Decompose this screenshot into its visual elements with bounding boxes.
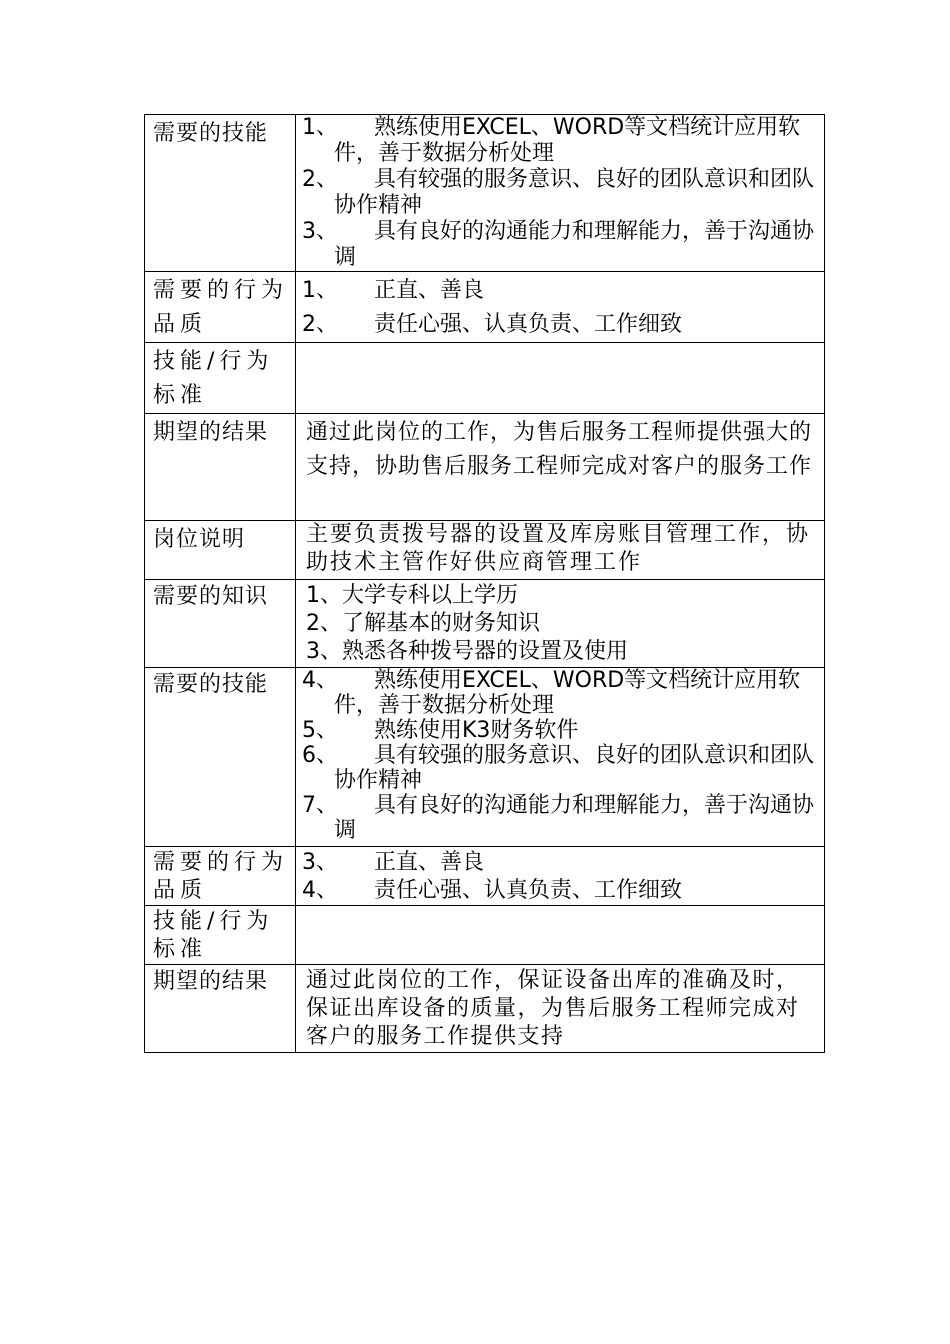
table-row bbox=[145, 272, 825, 343]
skills-list bbox=[296, 668, 824, 843]
item-number: 3、 bbox=[302, 850, 338, 875]
item-number: 4、 bbox=[302, 878, 338, 903]
item-number: 4、 bbox=[302, 668, 338, 693]
table-row bbox=[145, 847, 825, 906]
item-text: 正直、善良 bbox=[374, 278, 485, 303]
item-text: 熟练使用K3财务软件 bbox=[374, 718, 579, 743]
job-description-table bbox=[144, 114, 825, 1053]
table-row bbox=[145, 414, 825, 521]
row-label: 技能/行为标准 bbox=[153, 349, 274, 408]
row-label-cell bbox=[145, 115, 296, 272]
row-label: 需要的行为品质 bbox=[153, 278, 289, 337]
row-label-cell bbox=[145, 343, 296, 414]
item-number: 5、 bbox=[302, 718, 338, 743]
row-label: 技能/行为标准 bbox=[153, 909, 274, 962]
item-text: 具有良好的沟通能力和理解能力，善于沟通协调 bbox=[334, 793, 815, 843]
row-label: 岗位说明 bbox=[153, 527, 246, 552]
row-content bbox=[296, 521, 824, 577]
list-item bbox=[302, 718, 816, 743]
row-label: 需要的技能 bbox=[153, 121, 269, 146]
paragraph-text: 通过此岗位的工作，为售后服务工程师提供强大的支持，协助售后服务工程师完成对客户的服务工作 bbox=[306, 420, 813, 479]
row-content-cell bbox=[296, 906, 825, 965]
item-text: 正直、善良 bbox=[374, 850, 485, 875]
row-content-cell bbox=[296, 414, 825, 521]
table-row bbox=[145, 115, 825, 272]
item-number: 1、 bbox=[302, 278, 338, 303]
row-content-cell bbox=[296, 343, 825, 414]
table-row bbox=[145, 521, 825, 580]
row-content bbox=[296, 343, 824, 345]
list-item bbox=[302, 308, 816, 342]
row-label: 期望的结果 bbox=[153, 969, 269, 994]
list-item bbox=[302, 877, 816, 905]
list-item: 1、大学专科以上学历 bbox=[306, 583, 518, 608]
row-content bbox=[296, 965, 824, 1051]
list-item bbox=[302, 167, 816, 219]
row-label-cell bbox=[145, 668, 296, 847]
paragraph-text: 通过此岗位的工作，保证设备出库的准确及时，保证出库设备的质量，为售后服务工程师完成对客户的服务工作提供支持 bbox=[306, 968, 800, 1049]
table-row bbox=[145, 906, 825, 965]
knowledge-list bbox=[296, 580, 824, 666]
list-item bbox=[302, 219, 816, 271]
list-item bbox=[302, 115, 816, 167]
behavior-list bbox=[296, 272, 824, 342]
row-content-cell bbox=[296, 115, 825, 272]
table-row bbox=[145, 668, 825, 847]
row-label: 需要的技能 bbox=[153, 672, 269, 697]
list-item bbox=[302, 849, 816, 877]
row-label-cell bbox=[145, 272, 296, 343]
table-row bbox=[145, 343, 825, 414]
row-content bbox=[296, 414, 824, 484]
paragraph-text: 主要负责拨号器的设置及库房账目管理工作，协助技术主管作好供应商管理工作 bbox=[306, 522, 811, 575]
table-row bbox=[145, 580, 825, 668]
skills-list bbox=[296, 115, 824, 271]
item-text: 具有较强的服务意识、良好的团队意识和团队协作精神 bbox=[334, 743, 815, 793]
list-item bbox=[302, 743, 816, 793]
row-label: 需要的知识 bbox=[153, 584, 269, 609]
item-text: 责任心强、认真负责、工作细致 bbox=[374, 878, 683, 903]
item-text: 具有较强的服务意识、良好的团队意识和团队协作精神 bbox=[334, 167, 815, 218]
row-label-cell bbox=[145, 414, 296, 521]
list-item bbox=[302, 274, 816, 308]
item-number: 2、 bbox=[302, 167, 338, 192]
list-item bbox=[302, 668, 816, 718]
row-content-cell bbox=[296, 272, 825, 343]
row-content-cell bbox=[296, 965, 825, 1053]
row-label: 期望的结果 bbox=[153, 420, 269, 445]
row-label: 需要的行为品质 bbox=[153, 850, 289, 903]
item-number: 7、 bbox=[302, 793, 338, 818]
row-label-cell bbox=[145, 847, 296, 906]
item-number: 1、 bbox=[302, 115, 338, 140]
item-number: 6、 bbox=[302, 743, 338, 768]
list-item: 2、了解基本的财务知识 bbox=[306, 611, 540, 636]
row-content bbox=[296, 906, 824, 908]
item-number: 3、 bbox=[302, 219, 338, 244]
table-row bbox=[145, 965, 825, 1053]
item-text: 熟练使用EXCEL、WORD等文档统计应用软件，善于数据分析处理 bbox=[334, 668, 801, 718]
row-label-cell bbox=[145, 906, 296, 965]
row-label-cell bbox=[145, 965, 296, 1053]
row-label-cell bbox=[145, 580, 296, 668]
item-text: 责任心强、认真负责、工作细致 bbox=[374, 312, 683, 337]
item-text: 熟练使用EXCEL、WORD等文档统计应用软件，善于数据分析处理 bbox=[334, 115, 801, 166]
list-item: 3、熟悉各种拨号器的设置及使用 bbox=[306, 639, 628, 664]
list-item bbox=[302, 793, 816, 843]
row-content-cell bbox=[296, 668, 825, 847]
item-text: 具有良好的沟通能力和理解能力，善于沟通协调 bbox=[334, 219, 815, 270]
row-label-cell bbox=[145, 521, 296, 580]
row-content-cell bbox=[296, 580, 825, 668]
item-number: 2、 bbox=[302, 312, 338, 337]
behavior-list bbox=[296, 847, 824, 905]
row-content-cell bbox=[296, 521, 825, 580]
row-content-cell bbox=[296, 847, 825, 906]
